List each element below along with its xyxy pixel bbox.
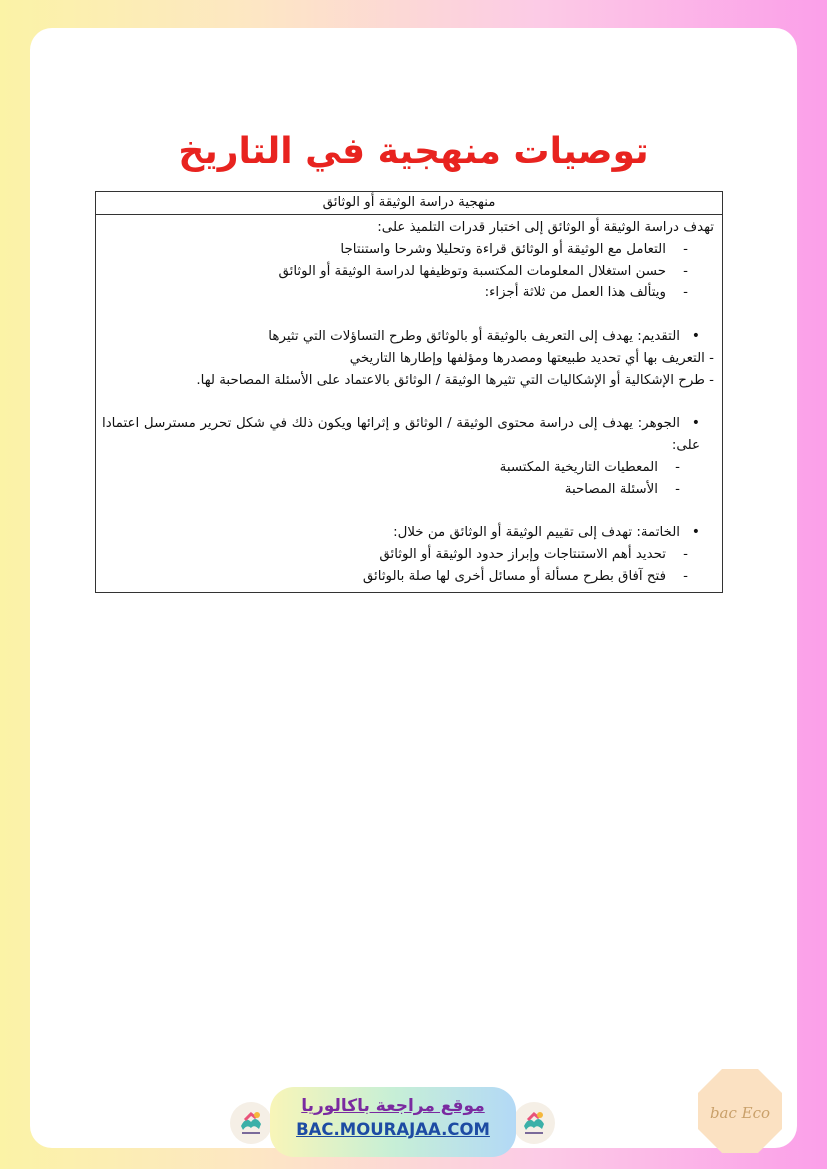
section-introduction-heading: • التقديم: يهدف إلى التعريف بالوثيقة أو بالوثائق وطرح التساؤلات التي تثيرها [102, 326, 714, 348]
site-logo-icon [230, 1102, 272, 1144]
bac-eco-badge-icon [695, 1066, 785, 1156]
spacer [102, 304, 714, 326]
page-title: توصيات منهجية في التاريخ [178, 131, 649, 172]
spacer [102, 391, 714, 413]
intro-line: تهدف دراسة الوثيقة أو الوثائق إلى اختبار قدرات التلميذ على: [377, 220, 714, 235]
section-core-heading: الجوهر: يهدف إلى دراسة محتوى الوثيقة / الوثائق و إثرائها ويكون ذلك في شكل تحرير مسترسل اعتمادا على: [102, 416, 700, 453]
conclusion-item: - فتح آفاق بطرح مسألة أو مسائل أخرى لها صلة بالوثائق [102, 566, 714, 588]
conclusion-item: - تحديد أهم الاستنتاجات وإبراز حدود الوثيقة أو الوثائق [102, 544, 714, 566]
introduction-line: - طرح الإشكالية أو الإشكاليات التي تثيرها الوثيقة / الوثائق بالاعتماد على الأسئلة المصاحبة لها. [102, 370, 714, 392]
site-url-link[interactable]: BAC.MOURAJAA.COM [296, 1120, 490, 1139]
methodology-table [95, 191, 723, 593]
core-item: - المعطيات التاريخية المكتسبة [102, 457, 714, 479]
site-banner[interactable] [270, 1087, 516, 1157]
introduction-line: - التعريف بها أي تحديد طبيعتها ومصدرها ومؤلفها وإطارها التاريخي [102, 348, 714, 370]
intro-item: - حسن استغلال المعلومات المكتسبة وتوظيفها لدراسة الوثيقة أو الوثائق [102, 261, 714, 283]
bullet-icon: • [691, 415, 700, 432]
intro-item: - ويتألف هذا العمل من ثلاثة أجزاء: [102, 282, 714, 304]
site-logo-icon [513, 1102, 555, 1144]
section-core-block [102, 413, 714, 457]
section-conclusion-heading: • الخاتمة: تهدف إلى تقييم الوثيقة أو الوثائق من خلال: [102, 522, 714, 544]
intro-item: - التعامل مع الوثيقة أو الوثائق قراءة وتحليلا وشرحا واستنتاجا [102, 239, 714, 261]
spacer [102, 500, 714, 522]
site-name-arabic[interactable]: موقع مراجعة باكالوريا [301, 1096, 485, 1116]
table-header: منهجية دراسة الوثيقة أو الوثائق [96, 192, 723, 215]
table-body [96, 215, 723, 593]
badge-label: bac Eco [709, 1104, 771, 1122]
core-item: - الأسئلة المصاحبة [102, 479, 714, 501]
